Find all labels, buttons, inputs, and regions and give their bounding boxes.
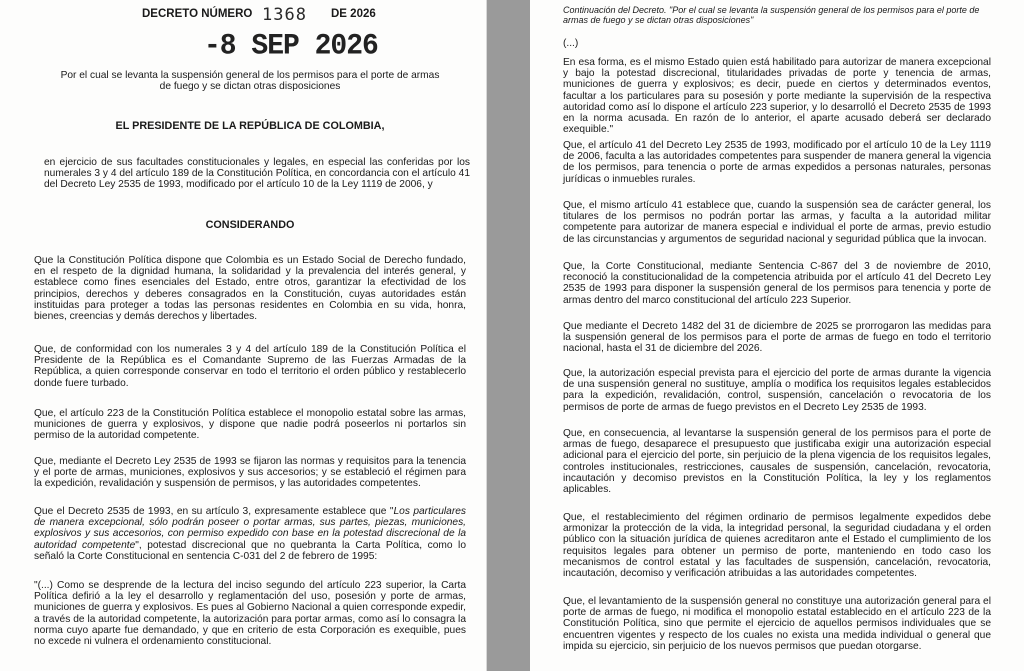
considerando-paragraph-3: Que, el artículo 223 de la Constitución Política establece el monopolio estatal sobre las armas, municiones de guerra y explosivos, y dispone que nadie podrá poseerlos ni portarlos sin permiso de la autoridad competente. <box>34 408 466 442</box>
considerando-paragraph-4: Que, mediante el Decreto Ley 2535 de 1993 se fijaron las normas y requisitos para la tenencia y el porte de armas, municiones, explosivos y sus accesorios; y se estableció el régimen para la expedición, revalidación y suspensión de permisos, y las autoridades competentes. <box>34 456 466 490</box>
decree-number-label: DECRETO NÚMERO <box>142 8 253 20</box>
right-paragraph-6: Que, la autorización especial prevista para el ejercicio del porte de armas durante la vigencia de una suspensión general no sustituye, amplía o modifica los requisitos legales establecidos para la expedición, revalidación, control, suspensión, cancelación o revocatoria de los permisos de porte de armas de fuego previstos en el Decreto Ley 2535 de 1993. <box>563 368 991 413</box>
authority-heading: EL PRESIDENTE DE LA REPÚBLICA DE COLOMBIA, <box>115 120 385 132</box>
court-quote: "(...) Como se desprende de la lectura del inciso segundo del artículo 223 superior, la Carta Política defirió a la ley el desarrollo y reglamentación del uso, posesión y porte de armas, municiones de guerra y explosivos. Es pues al Gobierno Nacional a quien corresponde expedir, a través de la autoridad competente, la autorización para portar armas, como así lo consagra la norma cuyo aparte fue demandado, y que en criterio de esta Corporación es exequible, pues no excede ni vulnera el ordenamiento constitucional. <box>34 580 466 648</box>
considerando-paragraph-2: Que, de conformidad con los numerales 3 y 4 del artículo 189 de la Constitución Política el Presidente de la República es el Comandante Supremo de las Fuerzas Armadas de la República, a quien corresponde conservar en todo el territorio el orden público y restablecerlo donde fuere turbado. <box>34 344 466 389</box>
right-paragraph-2: Que, el artículo 41 del Decreto Ley 2535 de 1993, modificado por el artículo 10 de la Ley 1119 de 2006, faculta a las autoridades competentes para suspender de manera general la vigencia de los permisos, para tenencia o porte de armas expedidos a personas naturales, personas jurídicas o inmuebles rurales. <box>563 140 991 185</box>
right-paragraph-8: Que, el restablecimiento del régimen ordinario de permisos legalmente expedidos debe armonizar la protección de la vida, la integridad personal, la seguridad ciudadana y el orden público con la situación jurídica de quienes acreditaron ante el Estado el cumplimiento de los requisitos legales para obtener un permiso de porte, manteniendo en todo caso los mecanismos de control estatal y las facultades de suspensión, cancelación, revocatoria, incautación, decomiso y verificación atribuidas a las autoridades competentes. <box>563 512 991 580</box>
quoted-article-text: Los particulares de manera excepcional, sólo podrán poseer o portar armas, sus partes, piezas, municiones, explosivos y sus accesorios, con permiso expedido con base en la potestad discrecional de la autoridad competente <box>34 506 466 551</box>
date-stamp: -8 SEP 2026 <box>204 30 378 63</box>
decree-page-left <box>0 0 487 671</box>
right-paragraph-1: En esa forma, es el mismo Estado quien está habilitado para autorizar de manera excepcional y bajo la potestad discrecional, titularidades privadas de porte y tenencia de armas, municiones de guerra y explosivos; es decir, puede en ciertos y determinados eventos, facultar a los particulares para su posesión y porte mediante la supervisión de la respectiva autoridad como así lo dispone el artículo 223 superior, y lo desarrolló el Decreto 2535 de 1993 en la norma acusada. En razón de lo anterior, el aparte acusado deberá ser declarado exequible." <box>563 57 991 136</box>
considerando-paragraph-1: Que la Constitución Política dispone que Colombia es un Estado Social de Derecho fundado, en el respeto de la dignidad humana, la solidaridad y la prevalencia del interés general, y establece como fines esenciales del Estado, entre otros, garantizar la efectividad de los principios, derechos y deberes consagrados en la Constitución, cuyas autoridades están instituidas para proteger a todas las personas residentes en Colombia en su vida, honra, bienes, creencias y demás derechos y libertades. <box>34 255 466 323</box>
decree-header <box>0 5 486 27</box>
ellipsis: (...) <box>563 38 579 49</box>
right-paragraph-3: Que, el mismo artículo 41 establece que, cuando la suspensión sea de carácter general, los titulares de los permisos no podrán portar las armas, y faculta a la autoridad militar competente para autorizar de manera especial e individual el porte de armas, previo estudio de las circunstancias y argumentos de seguridad nacional y seguridad pública que la invocan. <box>563 200 991 245</box>
right-paragraph-7: Que, en consecuencia, al levantarse la suspensión general de los permisos para el porte de armas de fuego, desaparece el presupuesto que justificaba exigir una autorización especial adicional para el ejercicio del porte, sin perjuicio de la plena vigencia de los requisitos legales, controles institucionales, restricciones, causales de suspensión, cancelación, revocatoria, incautación y decomiso previstos en la Constitución Política, la ley y los reglamentos aplicables. <box>563 428 991 496</box>
decree-page-right <box>530 0 1024 671</box>
decree-number: 1368 <box>262 5 307 25</box>
decree-summary: Por el cual se levanta la suspensión general de los permisos para el porte de armas de fuego y se dictan otras disposiciones <box>60 70 440 93</box>
right-paragraph-4: Que, la Corte Constitucional, mediante Sentencia C-867 del 3 de noviembre de 2010, reconoció la constitucionalidad de la competencia atribuida por el artículo 41 del Decreto Ley 2535 de 1993 para disponer la suspensión general de los permisos para tenencia y porte de armas dentro del marco constitucional del artículo 223 Superior. <box>563 261 991 306</box>
right-paragraph-5: Que mediante el Decreto 1482 del 31 de diciembre de 2025 se prorrogaron las medidas para la suspensión general de los permisos para el porte de armas de fuego en todo el territorio nacional, hasta el 31 de diciembre del 2026. <box>563 321 991 355</box>
continuation-header: Continuación del Decreto. "Por el cual se levanta la suspensión general de los permisos para el porte de armas de fuego y se dictan otras disposiciones" <box>563 5 980 25</box>
considerando-heading: CONSIDERANDO <box>205 219 295 231</box>
considerando-paragraph-5: Que el Decreto 2535 de 1993, en su artículo 3, expresamente establece que "Los particulares de manera excepcional, sólo podrán poseer o portar armas, sus partes, piezas, municiones, explosivos y sus accesorios, con permiso expedido con base en la potestad discrecional de la autoridad competente", potestad discrecional que no quebranta la Carta Política, como lo señaló la Corte Constitucional en sentencia C-031 del 2 de febrero de 1995: <box>34 506 466 562</box>
right-paragraph-9: Que, el levantamiento de la suspensión general no constituye una autorización general para el porte de armas de fuego, ni modifica el monopolio estatal establecido en el artículo 223 de la Constitución Política, sino que permite el ejercicio de aquellos permisos individuales que se encuentren vigentes y respecto de los cuales no exista una medida individual o general que impida su ejercicio, sin perjuicio de los nuevos permisos que puedan otorgarse. <box>563 596 991 652</box>
decree-year: DE 2026 <box>331 8 376 20</box>
powers-paragraph: en ejercicio de sus facultades constitucionales y legales, en especial las conferidas por los numerales 3 y 4 del artículo 189 de la Constitución Política, en concordancia con el artículo 41 del Decreto Ley 2535 de 1993, modificado por el artículo 10 de la Ley 1119 de 2006, y <box>44 157 470 191</box>
